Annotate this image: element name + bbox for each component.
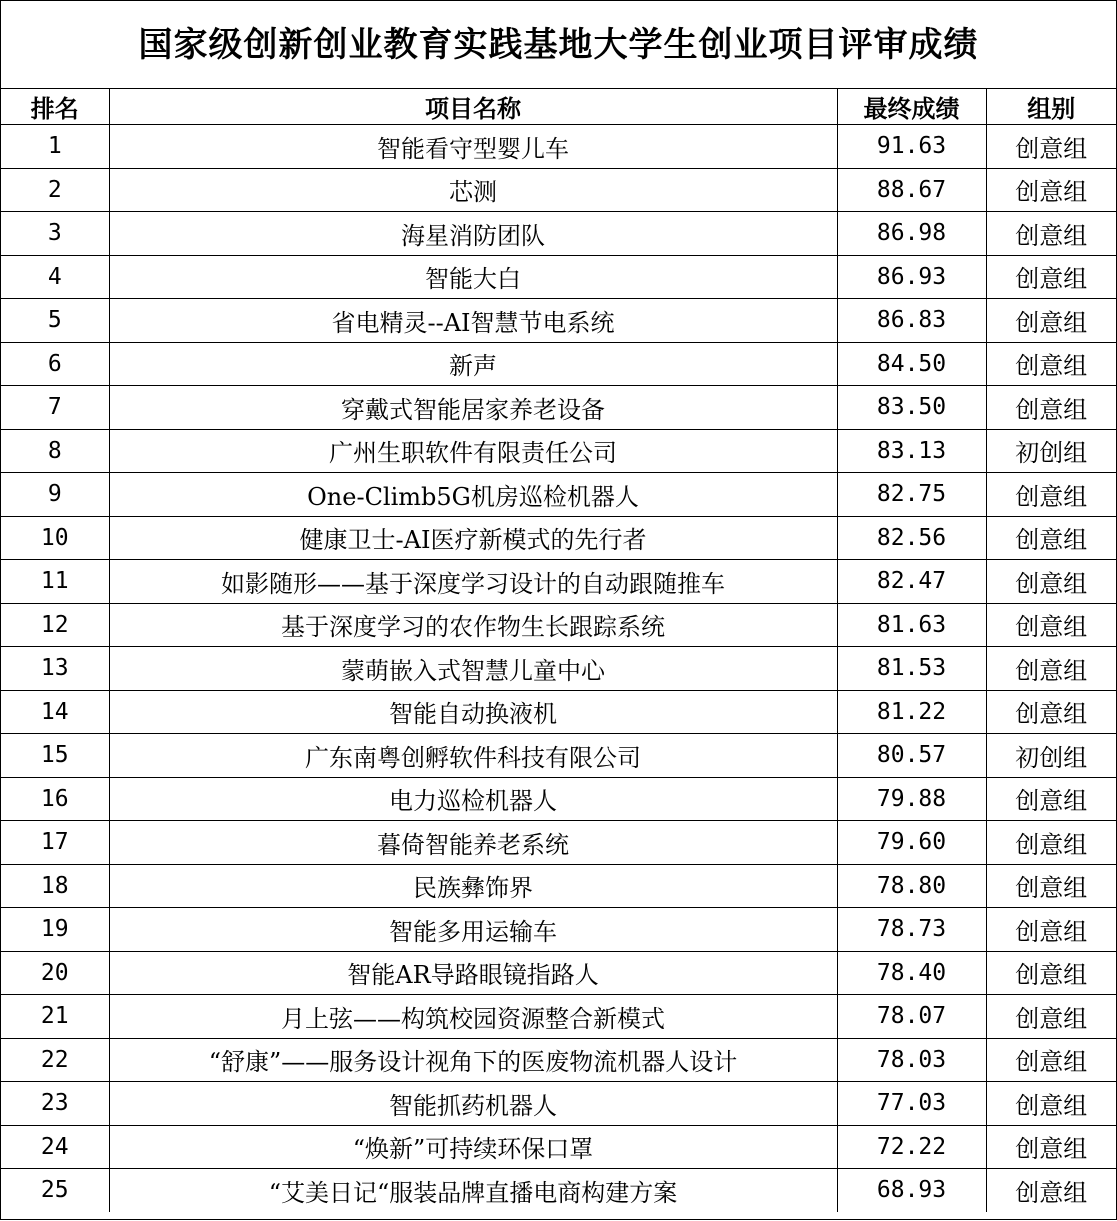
rank-cell: 18 xyxy=(1,864,109,908)
page-title: 国家级创新创业教育实践基地大学生创业项目评审成绩 xyxy=(1,1,1116,89)
group-cell: 创意组 xyxy=(986,1125,1116,1169)
table-row xyxy=(1,603,1116,647)
table-row xyxy=(1,1169,1116,1212)
score-cell: 79.60 xyxy=(837,821,986,865)
table-row xyxy=(1,690,1116,734)
group-cell: 创意组 xyxy=(986,995,1116,1039)
score-cell: 82.56 xyxy=(837,516,986,560)
table-row xyxy=(1,951,1116,995)
project-name-cell: 芯测 xyxy=(109,168,837,212)
rank-cell: 8 xyxy=(1,429,109,473)
rank-cell: 12 xyxy=(1,603,109,647)
score-cell: 78.40 xyxy=(837,951,986,995)
group-cell: 创意组 xyxy=(986,647,1116,691)
group-cell: 创意组 xyxy=(986,1038,1116,1082)
table-body xyxy=(1,125,1116,1212)
table-row xyxy=(1,299,1116,343)
score-cell: 82.75 xyxy=(837,473,986,517)
score-cell: 72.22 xyxy=(837,1125,986,1169)
project-name-cell: “焕新”可持续环保口罩 xyxy=(109,1125,837,1169)
group-cell: 创意组 xyxy=(986,1082,1116,1126)
rank-cell: 21 xyxy=(1,995,109,1039)
column-header-group: 组别 xyxy=(986,89,1116,125)
table-row xyxy=(1,777,1116,821)
group-cell: 创意组 xyxy=(986,690,1116,734)
score-cell: 91.63 xyxy=(837,125,986,169)
project-name-cell: 基于深度学习的农作物生长跟踪系统 xyxy=(109,603,837,647)
rank-cell: 5 xyxy=(1,299,109,343)
results-table xyxy=(1,89,1116,1212)
project-name-cell: One-Climb5G机房巡检机器人 xyxy=(109,473,837,517)
score-cell: 79.88 xyxy=(837,777,986,821)
table-row xyxy=(1,1082,1116,1126)
score-cell: 81.22 xyxy=(837,690,986,734)
rank-cell: 20 xyxy=(1,951,109,995)
group-cell: 创意组 xyxy=(986,299,1116,343)
score-cell: 81.53 xyxy=(837,647,986,691)
table-row xyxy=(1,1125,1116,1169)
group-cell: 创意组 xyxy=(986,125,1116,169)
group-cell: 创意组 xyxy=(986,821,1116,865)
group-cell: 创意组 xyxy=(986,386,1116,430)
table-header xyxy=(1,89,1116,125)
table-row xyxy=(1,647,1116,691)
project-name-cell: 如影随形——基于深度学习设计的自动跟随推车 xyxy=(109,560,837,604)
table-row xyxy=(1,908,1116,952)
project-name-cell: 月上弦——构筑校园资源整合新模式 xyxy=(109,995,837,1039)
project-name-cell: 智能抓药机器人 xyxy=(109,1082,837,1126)
column-header-rank: 排名 xyxy=(1,89,109,125)
score-cell: 81.63 xyxy=(837,603,986,647)
rank-cell: 6 xyxy=(1,342,109,386)
project-name-cell: 智能自动换液机 xyxy=(109,690,837,734)
group-cell: 创意组 xyxy=(986,603,1116,647)
rank-cell: 7 xyxy=(1,386,109,430)
table-row xyxy=(1,255,1116,299)
rank-cell: 15 xyxy=(1,734,109,778)
rank-cell: 24 xyxy=(1,1125,109,1169)
score-cell: 80.57 xyxy=(837,734,986,778)
score-cell: 84.50 xyxy=(837,342,986,386)
table-row xyxy=(1,821,1116,865)
score-cell: 82.47 xyxy=(837,560,986,604)
project-name-cell: 民族彝饰界 xyxy=(109,864,837,908)
project-name-cell: 健康卫士-AI医疗新模式的先行者 xyxy=(109,516,837,560)
group-cell: 创意组 xyxy=(986,342,1116,386)
project-name-cell: 智能AR导路眼镜指路人 xyxy=(109,951,837,995)
rank-cell: 1 xyxy=(1,125,109,169)
rank-cell: 4 xyxy=(1,255,109,299)
group-cell: 创意组 xyxy=(986,560,1116,604)
project-name-cell: 穿戴式智能居家养老设备 xyxy=(109,386,837,430)
table-row xyxy=(1,516,1116,560)
score-cell: 86.93 xyxy=(837,255,986,299)
column-header-score: 最终成绩 xyxy=(837,89,986,125)
rank-cell: 11 xyxy=(1,560,109,604)
project-name-cell: 广州生职软件有限责任公司 xyxy=(109,429,837,473)
rank-cell: 22 xyxy=(1,1038,109,1082)
project-name-cell: 省电精灵--AI智慧节电系统 xyxy=(109,299,837,343)
rank-cell: 23 xyxy=(1,1082,109,1126)
rank-cell: 2 xyxy=(1,168,109,212)
rank-cell: 9 xyxy=(1,473,109,517)
score-cell: 86.83 xyxy=(837,299,986,343)
rank-cell: 3 xyxy=(1,212,109,256)
group-cell: 创意组 xyxy=(986,951,1116,995)
table-row xyxy=(1,386,1116,430)
table-row xyxy=(1,168,1116,212)
group-cell: 创意组 xyxy=(986,864,1116,908)
project-name-cell: 海星消防团队 xyxy=(109,212,837,256)
table-row xyxy=(1,1038,1116,1082)
table-row xyxy=(1,560,1116,604)
project-name-cell: 广东南粤创孵软件科技有限公司 xyxy=(109,734,837,778)
rank-cell: 19 xyxy=(1,908,109,952)
table-row xyxy=(1,212,1116,256)
table-row xyxy=(1,125,1116,169)
group-cell: 初创组 xyxy=(986,734,1116,778)
group-cell: 创意组 xyxy=(986,777,1116,821)
group-cell: 创意组 xyxy=(986,168,1116,212)
project-name-cell: 智能看守型婴儿车 xyxy=(109,125,837,169)
project-name-cell: “艾美日记“服装品牌直播电商构建方案 xyxy=(109,1169,837,1212)
header-row xyxy=(1,89,1116,125)
project-name-cell: 新声 xyxy=(109,342,837,386)
score-cell: 83.13 xyxy=(837,429,986,473)
table-row xyxy=(1,429,1116,473)
group-cell: 创意组 xyxy=(986,212,1116,256)
project-name-cell: 电力巡检机器人 xyxy=(109,777,837,821)
score-cell: 78.03 xyxy=(837,1038,986,1082)
project-name-cell: 智能大白 xyxy=(109,255,837,299)
rank-cell: 13 xyxy=(1,647,109,691)
table-row xyxy=(1,864,1116,908)
score-cell: 88.67 xyxy=(837,168,986,212)
score-cell: 83.50 xyxy=(837,386,986,430)
project-name-cell: 蒙萌嵌入式智慧儿童中心 xyxy=(109,647,837,691)
score-cell: 77.03 xyxy=(837,1082,986,1126)
score-cell: 78.07 xyxy=(837,995,986,1039)
column-header-name: 项目名称 xyxy=(109,89,837,125)
project-name-cell: 智能多用运输车 xyxy=(109,908,837,952)
group-cell: 初创组 xyxy=(986,429,1116,473)
rank-cell: 10 xyxy=(1,516,109,560)
score-cell: 78.80 xyxy=(837,864,986,908)
group-cell: 创意组 xyxy=(986,516,1116,560)
group-cell: 创意组 xyxy=(986,1169,1116,1212)
rank-cell: 16 xyxy=(1,777,109,821)
table-row xyxy=(1,342,1116,386)
project-name-cell: “舒康”——服务设计视角下的医废物流机器人设计 xyxy=(109,1038,837,1082)
table-row xyxy=(1,734,1116,778)
score-cell: 86.98 xyxy=(837,212,986,256)
score-cell: 78.73 xyxy=(837,908,986,952)
project-name-cell: 暮倚智能养老系统 xyxy=(109,821,837,865)
score-cell: 68.93 xyxy=(837,1169,986,1212)
rank-cell: 14 xyxy=(1,690,109,734)
group-cell: 创意组 xyxy=(986,473,1116,517)
table-row xyxy=(1,473,1116,517)
table-row xyxy=(1,995,1116,1039)
rank-cell: 25 xyxy=(1,1169,109,1212)
group-cell: 创意组 xyxy=(986,255,1116,299)
rank-cell: 17 xyxy=(1,821,109,865)
group-cell: 创意组 xyxy=(986,908,1116,952)
